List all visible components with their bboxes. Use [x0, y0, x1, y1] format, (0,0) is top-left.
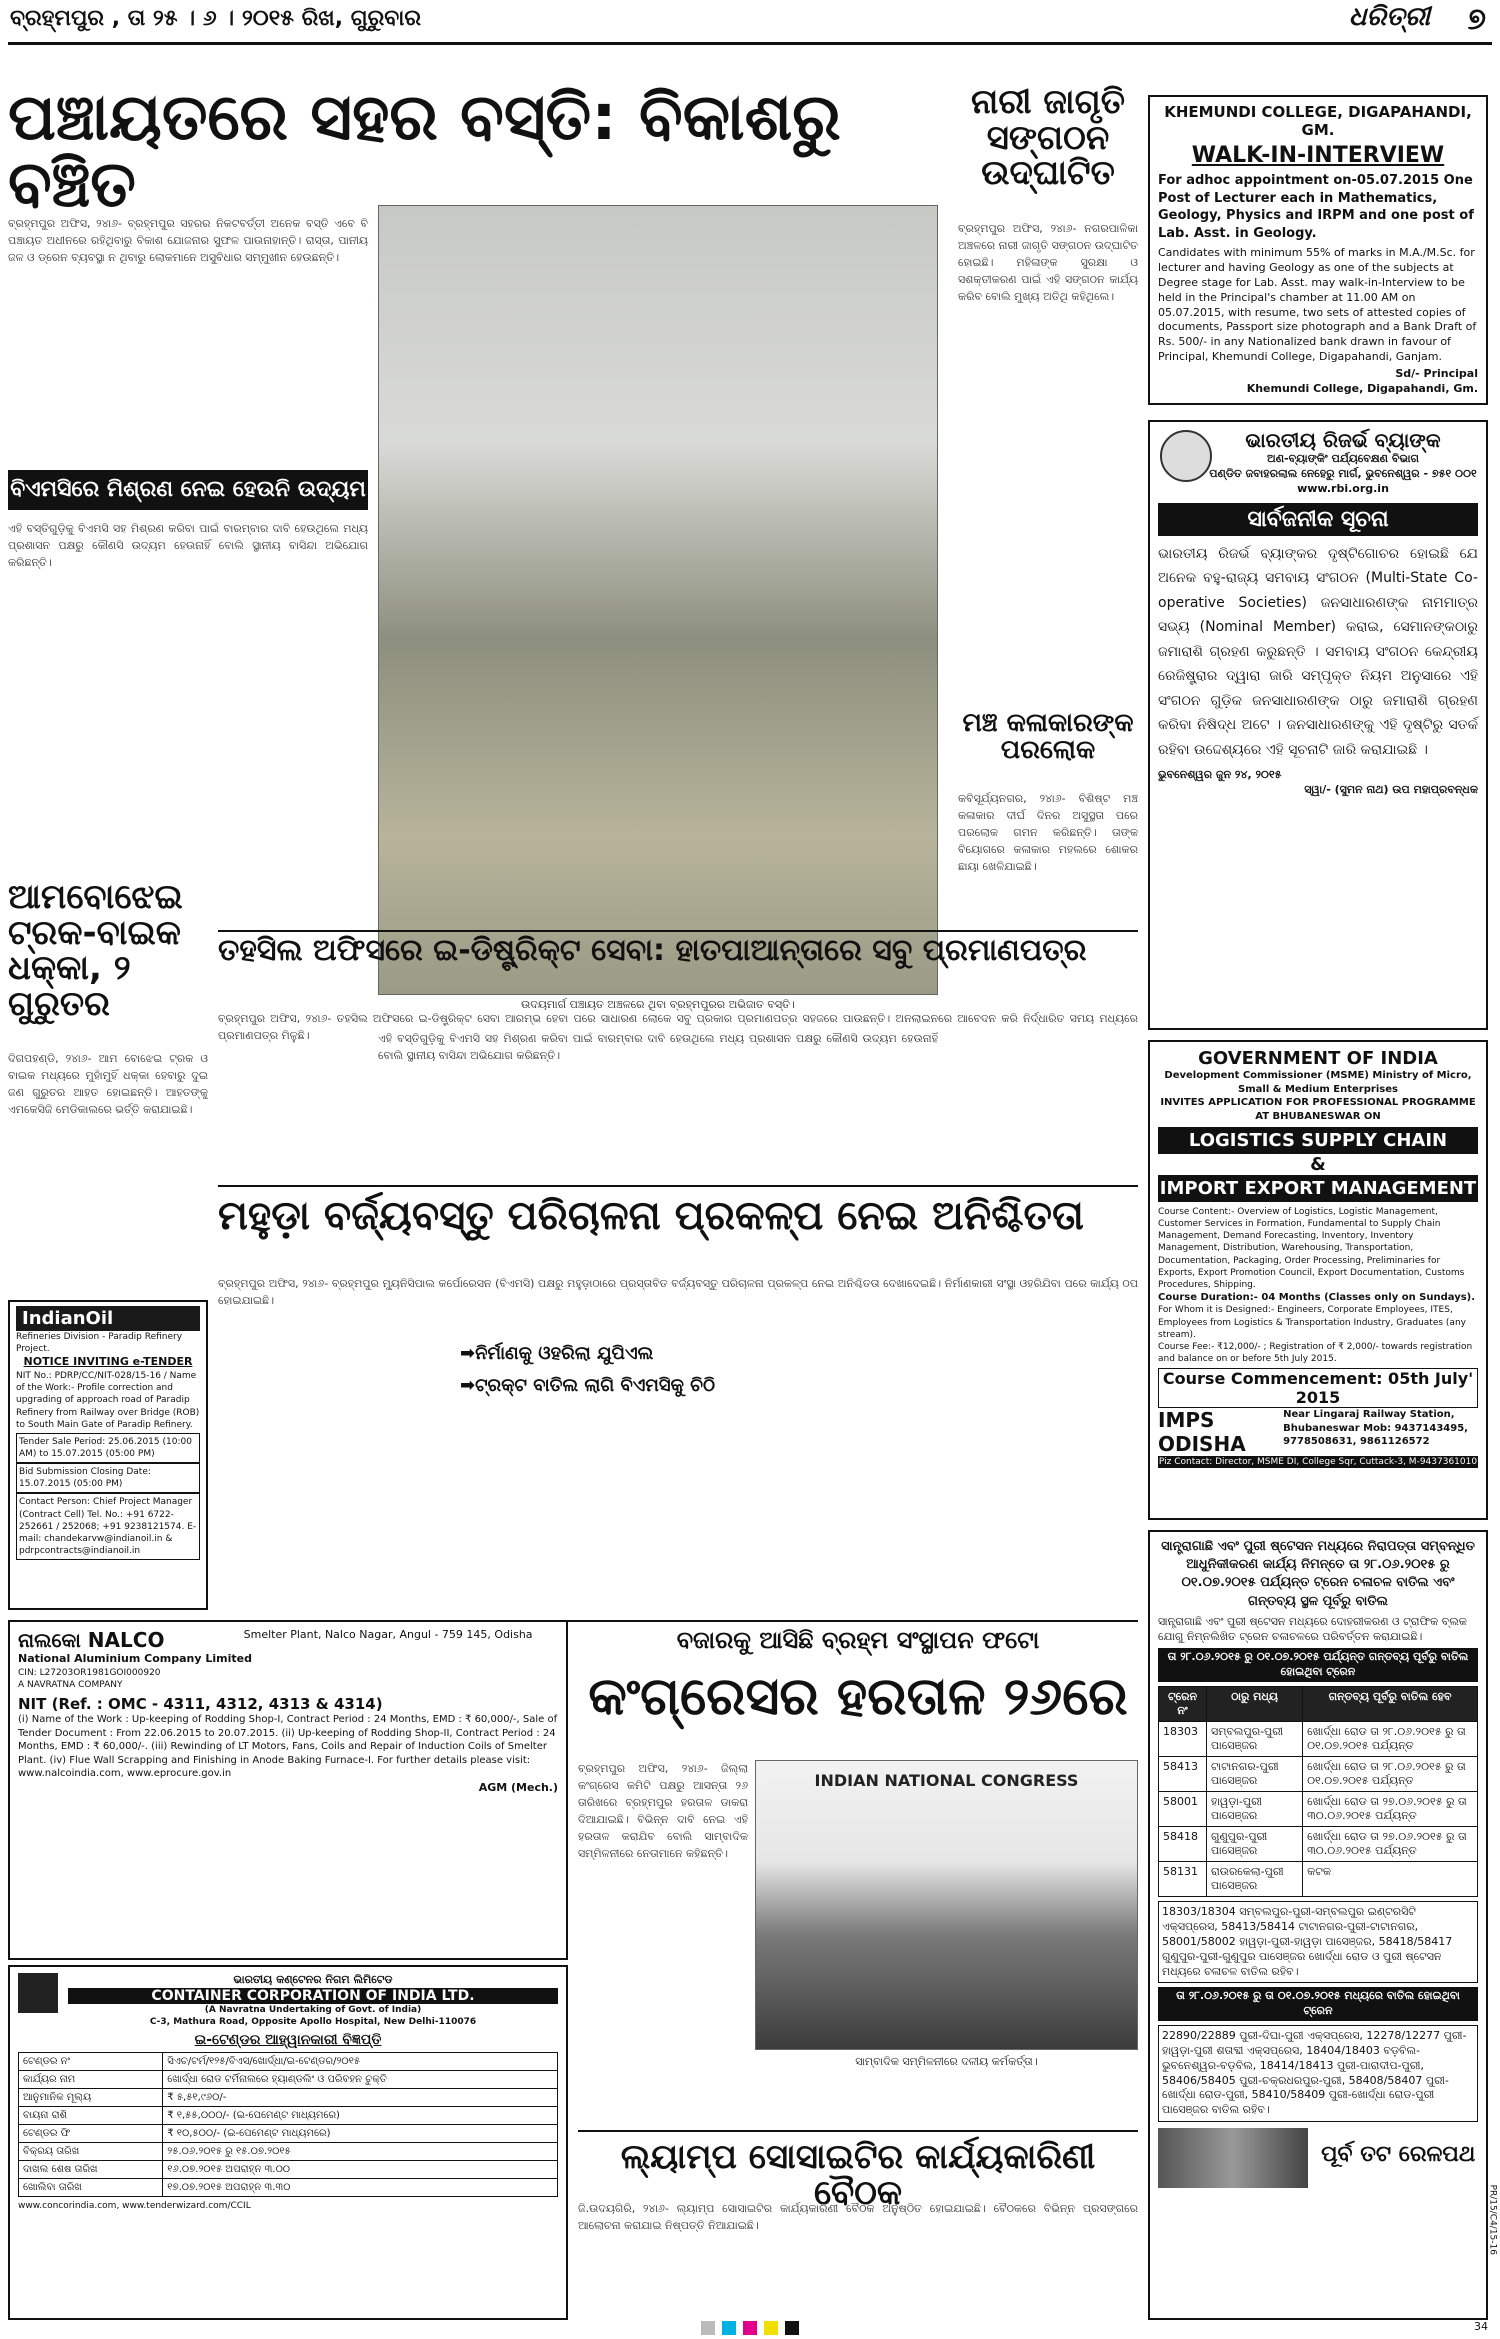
msme-footer: Piz Contact: Director, MSME DI, College Sqr, Cuttack-3, M-9437361010: [1158, 1457, 1478, 1468]
khemundi-title: WALK-IN-INTERVIEW: [1191, 143, 1445, 168]
lamp-top-rule: [578, 2130, 1138, 2132]
indianoil-division: Refineries Division - Paradip Refinery Project.: [16, 1332, 183, 1355]
nalco-navratna: A NAVRATNA COMPANY: [18, 1679, 123, 1690]
concor-sub: (A Navratna Undertaking of Govt. of India): [204, 2004, 422, 2015]
indianoil-closing: Bid Submission Closing Date: 15.07.2015 (05:00 PM): [16, 1463, 200, 1493]
nalco-body: (i) Name of the Work : Up-keeping of Rodding Shop-I, Contract Period : 24 Months, EMD : ₹ 60,000/-, Sale of Tender Document : From 22.06.2015 to 20.07.2015. (ii) Up-keeping of Rodding Shop-II, Contract Period : 24 Months, EMD : ₹ 60,000/-. (iii) Rewinding of LT Motors, Fans, Coils and Repair of Induction Coils of Smelter Plant. (iv) Flue Wall Scrapping and Finishing in Anode Baking Furnace-I. For further details please visit: www.nalcoindia.com, www.eprocure.gov.in: [18, 1714, 558, 1780]
waste-callout-1: ➡ନିର୍ମାଣକୁ ଓହରିଲା ଯୁପିଏଲ: [450, 1340, 830, 1368]
dateline: ବ୍ରହ୍ମପୁର , ତା ୨୫ । ୬ । ୨୦୧୫ ରିଖ, ଗୁରୁବାର: [10, 6, 422, 31]
concor-table: [18, 2052, 558, 2197]
rbi-notice-title: ସାର୍ବଜନୀକ ସୂଚନା: [1158, 503, 1478, 536]
concor-address: C-3, Mathura Road, Opposite Apollo Hospital, New Delhi-110076: [149, 2016, 477, 2027]
msme-duration: Course Duration:- 04 Months (Classes only on Sundays).: [1158, 1291, 1476, 1303]
obit-headline: ମଞ୍ଚ କଳାକାରଙ୍କ ପରଲୋକ: [962, 708, 1134, 766]
registration-mark: [722, 2321, 736, 2335]
truck-headline: ଆମବୋଝେଇ ଟ୍ରକ-ବାଇକ ଧକ୍କା, ୨ ଗୁରୁତର: [8, 877, 183, 1025]
rbi-place-date: ଭୁବନେଶ୍ୱର ଜୁନ ୨୪, ୨୦୧୫: [1158, 768, 1282, 782]
registration-mark: [785, 2321, 799, 2335]
table-cell: ଖୋଲିବା ତାରିଖ: [19, 2179, 163, 2197]
concor-title: ଇ-ଟେଣ୍ଡର ଆହ୍ୱାନକାରୀ ବିଜ୍ଞପ୍ତି: [194, 2032, 382, 2049]
table-row: [19, 2143, 558, 2161]
table-row: [1159, 1827, 1478, 1862]
table-cell: ₹ ୧୦,୫୦୦/- (ଇ-ପେମେଣ୍ଟ ମାଧ୍ୟମରେ): [163, 2125, 558, 2143]
table-row: [19, 2125, 558, 2143]
table-cell: କଟକ: [1303, 1862, 1478, 1897]
rail-section-1: ତା ୨୮.୦୬.୨୦୧୫ ରୁ ୦୧.୦୭.୨୦୧୫ ପର୍ଯ୍ୟନ୍ତ ଗନ୍ତବ୍ୟ ପୂର୍ବରୁ ବାତିଲ ହୋଇଥିବା ଟ୍ରେନ: [1158, 1648, 1478, 1682]
msme-imps: IMPS ODISHA: [1158, 1408, 1246, 1457]
nalco-sign: AGM (Mech.): [478, 1780, 558, 1794]
table-cell: 58413: [1159, 1757, 1207, 1792]
print-registration-marks: [0, 2320, 1500, 2335]
table-row: [19, 2053, 558, 2071]
table-cell: ୧୬.୦୭.୨୦୧୫ ଅପରାହ୍ନ ୩.୦୦: [163, 2161, 558, 2179]
table-cell: ଖୋର୍ଦ୍ଧା ରୋଡ ତା ୨୮.୦୬.୨୦୧୫ ରୁ ତା ୦୧.୦୭.୨୦୧୫ ପର୍ଯ୍ୟନ୍ତ: [1303, 1722, 1478, 1757]
khemundi-body: Candidates with minimum 55% of marks in M.A./M.Sc. for lecturer and having Geology as one of the subjects at Degree stage for Lab. Asst. may walk-in-Interview to be held in the Principal's chamber at 11.00 AM on 05.07.2015, with resume, two sets of attested copies of documents, Passport size photograph and a Bank Draft of Rs. 500/- in any Nationalized bank drawn in favour of Principal, Khemundi College, Digapahandi, Ganjam.: [1158, 246, 1477, 364]
nalco-nit: NIT (Ref. : OMC - 4311, 4312, 4313 & 4314): [18, 1695, 383, 1714]
nalco-company: National Aluminium Company Limited: [18, 1652, 252, 1665]
msme-for-whom: For Whom it is Designed:- Engineers, Corporate Employees, ITES, Employees from Logistics & Transportation Industry, Graduates (any stream).: [1158, 1305, 1466, 1340]
khemundi-college-name: KHEMUNDI COLLEGE, DIGAPAHANDI, GM.: [1164, 103, 1472, 139]
concor-org-odia: ଭାରତୀୟ କଣ୍ଟେନର ନିଗମ ଲିମିଟେଡ: [233, 1973, 393, 1986]
rbi-seal-icon: [1160, 430, 1212, 482]
waste-top-rule: [218, 1185, 1138, 1187]
congress-photo-caption: ସାମ୍ବାଦିକ ସମ୍ମିଳନୀରେ ଦଳୀୟ କର୍ମକର୍ତ୍ତା।: [855, 2055, 1038, 2068]
waste-callout-2: ➡ଟ୍ରକ୍ଟ ବାତିଲ ଲାଗି ବିଏମସିକୁ ଚିଠି: [450, 1372, 830, 1400]
msme-details: Course Content:- Overview of Logistics, Logistic Management, Customer Services in Formation, Fundamental to Supply Chain Management, Demand Forecasting, Inventory, Inventory Management, Distribution, Warehousing, Transportation, Documentation, Packaging, Order Processing, Preliminaries for Exports, Export Promotion Council, Export Documentation, Customs Procedures, Shipping.: [1158, 1207, 1465, 1290]
sheet-number: 34: [1474, 2320, 1488, 2333]
rail-heading-2: ତା ୨୮.୦୬.୨୦୧୫ ରୁ ତା ୦୧.୦୭.୨୦୧୫ ମଧ୍ୟରେ ବାତିଲ ହୋଇଥିବା ଟ୍ରେନ: [1158, 1987, 1478, 2021]
table-cell: ଆନୁମାନିକ ମୂଲ୍ୟ: [19, 2089, 163, 2107]
lamp-headline: ଲ୍ୟାମ୍ପ ସୋସାଇଟିର କାର୍ଯ୍ୟକାରିଣୀ ବୈଠକ: [620, 2137, 1096, 2213]
rail-col-route: ଠାରୁ ମଧ୍ୟ: [1207, 1687, 1303, 1722]
table-cell: ଦାଖଲ ଶେଷ ତାରିଖ: [19, 2161, 163, 2179]
table-cell: ₹ ୫,୫୧,୯୬୦/-: [163, 2089, 558, 2107]
congress-headline: କଂଗ୍ରେସର ହରତାଳ ୨୬ରେ: [588, 1667, 1128, 1727]
table-row: [19, 2161, 558, 2179]
lead-body-2: ଏହି ବସ୍ତିଗୁଡ଼ିକୁ ବିଏମସି ସହ ମିଶ୍ରଣ କରିବା ପାଇଁ ବାରମ୍ବାର ଦାବି ହେଉଥିଲେ ମଧ୍ୟ ପ୍ରଶାସନ ପକ୍ଷରୁ କୌଣସି ଉଦ୍ୟମ ହେଉନାହିଁ ବୋଲି ସ୍ଥାନୀୟ ବାସିନ୍ଦା ଅଭିଯୋଗ କରିଛନ୍ତି।: [8, 522, 368, 570]
rbi-dept: ଅଣ-ବ୍ୟାଙ୍କିଂ ପର୍ଯ୍ୟବେକ୍ଷଣ ବିଭାଗ: [1267, 452, 1419, 465]
lead-photo-caption: ଉଦୟମାର୍ଗ ପଞ୍ଚାୟତ ଅଞ୍ଚଳରେ ଥିବା ବ୍ରହ୍ମପୁରର ଅଭିଜାତ ବସ୍ତି।: [521, 998, 795, 1011]
msme-commence: Course Commencement: 05th July' 2015: [1158, 1368, 1478, 1408]
table-cell: 58001: [1159, 1792, 1207, 1827]
rbi-ad: [1148, 420, 1488, 1030]
table-cell: ସିଏଚ/ଟର୍ମ/୧୨୫/ବିଏସ/ଖୋର୍ଦ୍ଧା/ଇ-ଟେଣ୍ଡର/୨୦୧୫: [163, 2053, 558, 2071]
khemundi-lead: For adhoc appointment on-05.07.2015 One Post of Lecturer each in Mathematics, Geology, Physics and IRPM and one post of Lab. Asst. in Geology.: [1158, 173, 1474, 241]
khemundi-sign-2: Khemundi College, Digapahandi, Gm.: [1246, 381, 1478, 395]
obit-body: କବିସୂର୍ଯ୍ୟନଗର, ୨୪ା୬- ବିଶିଷ୍ଟ ମଞ୍ଚ କଳାକାର ଦୀର୍ଘ ଦିନର ଅସୁସ୍ଥତା ପରେ ପରଲୋକ ଗମନ କରିଛନ୍ତି। ତାଙ୍କ ବିୟୋଗରେ କଳାକାର ମହଲରେ ଶୋକର ଛାୟା ଖେଳିଯାଇଛି।: [958, 792, 1138, 874]
train-photo: [1158, 2128, 1308, 2188]
congress-kicker: ବଜାରକୁ ଆସିଛି ବ୍ରହ୍ମ ସଂସ୍ଥାପନ ଫଟୋ: [676, 1626, 1040, 1654]
table-cell: କାର୍ଯ୍ୟର ନାମ: [19, 2071, 163, 2089]
registration-mark: [764, 2321, 778, 2335]
nalco-address: Smelter Plant, Nalco Nagar, Angul - 759 145, Odisha: [243, 1628, 533, 1641]
concor-org: CONTAINER CORPORATION OF INDIA LTD.: [68, 1988, 558, 2004]
tahasil-body: ବ୍ରହ୍ମପୁର ଅଫିସ, ୨୪ା୬- ତହସିଲ ଅଫିସରେ ଇ-ଡିଷ୍ଟ୍ରିକ୍ଟ ସେବା ଆରମ୍ଭ ହେବା ପରେ ସାଧାରଣ ଲୋକେ ସବୁ ପ୍ରକାର ପ୍ରମାଣପତ୍ର ସହଜରେ ପାଉଛନ୍ତି। ଅନଲାଇନରେ ଆବେଦନ କରି ନିର୍ଦ୍ଧାରିତ ସମୟ ମଧ୍ୟରେ ପ୍ରମାଣପତ୍ର ମିଳୁଛି।: [218, 1012, 1138, 1043]
table-row: [19, 2107, 558, 2125]
table-cell: ରାଉରକେଲା-ପୁରୀ ପାସେଞ୍ଜର: [1207, 1862, 1303, 1897]
table-cell: ଟେଣ୍ଡର ନଂ: [19, 2053, 163, 2071]
rbi-sign: ସ୍ୱା/- (ସୁମନ ନାଥ) ଉପ ମହାପ୍ରବନ୍ଧକ: [1304, 782, 1478, 796]
table-row: [19, 2179, 558, 2197]
concor-ad: [8, 1965, 568, 2320]
table-cell: ବିକ୍ରୟ ତାରିଖ: [19, 2143, 163, 2161]
msme-contact: Near Lingaraj Railway Station, Bhubaneswar Mob: 9437143495, 9778508631, 9861126572: [1283, 1409, 1468, 1448]
lead-subhead: ବିଏମସିରେ ମିଶ୍ରଣ ନେଇ ହେଉନି ଉଦ୍ୟମ: [8, 470, 368, 510]
lead-body-3: ଏହି ବସ୍ତିଗୁଡ଼ିକୁ ବିଏମସି ସହ ମିଶ୍ରଣ କରିବା ପାଇଁ ବାରମ୍ବାର ଦାବି ହେଉଥିଲେ ମଧ୍ୟ ପ୍ରଶାସନ ପକ୍ଷରୁ କୌଣସି ଉଦ୍ୟମ ହେଉନାହିଁ ବୋଲି ସ୍ଥାନୀୟ ବାସିନ୍ଦା ଅଭିଯୋଗ କରିଛନ୍ତି।: [378, 1032, 938, 1063]
table-row: [1159, 1792, 1478, 1827]
table-cell: 18303: [1159, 1722, 1207, 1757]
khemundi-sign-1: Sd/- Principal: [1395, 366, 1478, 380]
congress-photo: [755, 1760, 1138, 2050]
congress-body: ବ୍ରହ୍ମପୁର ଅଫିସ, ୨୪ା୬- ଜିଲ୍ଲା କଂଗ୍ରେସ କମିଟି ପକ୍ଷରୁ ଆସନ୍ତା ୨୬ ତାରିଖରେ ବ୍ରହ୍ମପୁର ହରତାଳ ଡାକରା ଦିଆଯାଇଛି। ବିଭିନ୍ନ ଦାବି ନେଇ ଏହି ହରତାଳ କରାଯିବ ବୋଲି ସାମ୍ବାଦିକ ସମ୍ମିଳନୀରେ ନେତାମାନେ କହିଛନ୍ତି।: [578, 1762, 748, 1861]
rail-section-2: 18303/18304 ସମ୍ବଲପୁର-ପୁରୀ-ସମ୍ବଲପୁର ଇଣ୍ଟରସିଟି ଏକ୍ସପ୍ରେସ, 58413/58414 ଟାଟାନଗର-ପୁରୀ-ଟାଟାନଗର, 58001/58002 ହାୱଡ଼ା-ପୁରୀ-ହାୱଡ଼ା ପାସେଞ୍ଜର, 58418/58417 ଗୁଣୁପୁର-ପୁରୀ-ଗୁଣୁପୁର ପାସେଞ୍ଜର ଖୋର୍ଦ୍ଧା ରୋଡ ଓ ପୁରୀ ଷ୍ଟେସନ ମଧ୍ୟରେ ଚଳାଚଳ ବାତିଲ ରହିବ।: [1158, 1901, 1478, 1983]
table-cell: ଟାଟାନଗର-ପୁରୀ ପାସେଞ୍ଜର: [1207, 1757, 1303, 1792]
table-row: [19, 2089, 558, 2107]
table-row: [1159, 1862, 1478, 1897]
page-code: PR/15/C4/15-16: [1487, 2184, 1497, 2255]
waste-headline: ମହୁଡ଼ା ବର୍ଜ୍ୟବସ୍ତୁ ପରିଚାଳନା ପ୍ରକଳ୍ପ ନେଇ ଅନିଶ୍ଚିତତା: [218, 1193, 1084, 1239]
table-row: [1159, 1757, 1478, 1792]
indianoil-contact: Contact Person: Chief Project Manager (Contract Cell) Tel. No.: +91 6722-252661 / 252068; +91 9238121574. E-mail: chandekarvw@indianoil.in & pdrpcontracts@indianoil.in: [16, 1493, 200, 1560]
lead-headline: ପଞ୍ଚାୟତରେ ସହର ବସ୍ତି: ବିକାଶରୁ ବଞ୍ଚିତ: [8, 81, 841, 223]
rail-intro: ସାନ୍ତ୍ରାଗାଛି ଏବଂ ପୁରୀ ଷ୍ଟେସନ ମଧ୍ୟରେ ଦୋହରୀକରଣ ଓ ଟ୍ରାଫିକ ବ୍ଲକ ଯୋଗୁ ନିମ୍ନଲିଖିତ ଟ୍ରେନ ଚଳାଚଳରେ ପରିବର୍ତ୍ତନ କରାଯାଇଛି।: [1158, 1614, 1467, 1643]
rbi-url[interactable]: www.rbi.org.in: [1297, 481, 1389, 495]
rail-table-header: [1159, 1687, 1478, 1722]
indianoil-sale: Tender Sale Period: 25.06.2015 (10:00 AM) to 15.07.2015 (05:00 PM): [16, 1433, 200, 1463]
table-cell: ଖୋର୍ଦ୍ଧା ରୋଡ ତା ୨୭.୦୬.୨୦୧୫ ରୁ ତା ୩୦.୦୬.୨୦୧୫ ପର୍ଯ୍ୟନ୍ତ: [1303, 1827, 1478, 1862]
page-number: ୭: [1467, 2, 1486, 37]
truck-body: ଦିଗପହଣ୍ଡି, ୨୪ା୬- ଆମ ବୋଝେଇ ଟ୍ରକ ଓ ବାଇକ ମଧ୍ୟରେ ମୁହାଁମୁହିଁ ଧକ୍କା ହେବାରୁ ଦୁଇ ଜଣ ଗୁରୁତର ଆହତ ହୋଇଛନ୍ତି। ଆହତଙ୍କୁ ଏମକେସିଜି ମେଡିକାଲରେ ଭର୍ତ୍ତି କରାଯାଇଛି।: [8, 1052, 208, 1117]
rbi-body: ଭାରତୀୟ ରିଜର୍ଭ ବ୍ୟାଙ୍କର ଦୃଷ୍ଟିଗୋଚର ହୋଇଛି ଯେ ଅନେକ ବହୁ-ରାଜ୍ୟ ସମବାୟ ସଂଗଠନ (Multi-State Co-operative Societies) ଜନସାଧାରଣଙ୍କ ନାମମାତ୍ର ସଭ୍ୟ (Nominal Member) କରାଇ, ସେମାନଙ୍କଠାରୁ ଜମାରାଶି ଗ୍ରହଣ କରୁଛନ୍ତି । ସମବାୟ ସଂଗଠନ କେନ୍ଦ୍ରୀୟ ରେଜିଷ୍ଟ୍ରାର ଦ୍ୱାରା ଜାରି ସମ୍ପୃକ୍ତ ନିୟମ ଅନୁସାରେ ଏହି ସଂଗଠନ ଗୁଡ଼ିକ ଜନସାଧାରଣଙ୍କ ଠାରୁ ଜମାରାଶି ଗ୍ରହଣ କରିବା ନିଷିଦ୍ଧ ଅଟେ । ଜନସାଧାରଣଙ୍କୁ ଏହି ଦୃଷ୍ଟିରୁ ସତର୍କ ରହିବା ଉଦ୍ଦେଶ୍ୟରେ ଏହି ସୂଚନାଟି ଜାରି କରାଯାଇଛି ।: [1158, 545, 1478, 758]
table-cell: ସମ୍ବଲପୁର-ପୁରୀ ପାସେଞ୍ଜର: [1207, 1722, 1303, 1757]
registration-mark: [743, 2321, 757, 2335]
lead-photo: [378, 205, 938, 995]
rbi-title: ଭାରତୀୟ ରିଜର୍ଭ ବ୍ୟାଙ୍କ: [1245, 428, 1441, 452]
waste-body: ବ୍ରହ୍ମପୁର ଅଫିସ, ୨୪ା୬- ବ୍ରହ୍ମପୁର ମ୍ୟୁନିସିପାଲ କର୍ପୋରେସନ (ବିଏମସି) ପକ୍ଷରୁ ମହୁଡ଼ାଠାରେ ପ୍ରସ୍ତାବିତ ବର୍ଜ୍ୟବସ୍ତୁ ପରିଚାଳନା ପ୍ରକଳ୍ପ ନେଇ ଅନିଶ୍ଚିତତା ଦେଖାଦେଇଛି। ନିର୍ମାଣକାରୀ ସଂସ୍ଥା ଓହରିଯିବା ପରେ କାର୍ଯ୍ୟ ଠପ ହୋଇଯାଇଛି।: [218, 1277, 1138, 1308]
msme-amp: &: [1310, 1154, 1326, 1175]
concor-logo-icon: [18, 1973, 58, 2013]
msme-course-1: LOGISTICS SUPPLY CHAIN: [1158, 1127, 1478, 1154]
table-cell: 58131: [1159, 1862, 1207, 1897]
indianoil-ad: [8, 1300, 208, 1610]
table-cell: ଖୋର୍ଦ୍ଧା ରୋଡ ତା ୨୮.୦୬.୨୦୧୫ ରୁ ତା ୦୧.୦୭.୨୦୧୫ ପର୍ଯ୍ୟନ୍ତ: [1303, 1757, 1478, 1792]
msme-fee: Course Fee:- ₹12,000/- ; Registration of ₹ 2,000/- towards registration and balance on or before 5th July 2015.: [1158, 1341, 1473, 1365]
rail-table: [1158, 1686, 1478, 1897]
indianoil-title: NOTICE INVITING e-TENDER: [23, 1355, 193, 1369]
table-cell: ହାୱଡ଼ା-ପୁରୀ ପାସେଞ୍ଜର: [1207, 1792, 1303, 1827]
registration-mark: [701, 2321, 715, 2335]
nari-body: ବ୍ରହ୍ମପୁର ଅଫିସ, ୨୪ା୬- ନଗରପାଳିକା ଅଞ୍ଚଳରେ ନାରୀ ଜାଗୃତି ସଙ୍ଗଠନ ଉଦ୍‌ଘାଟିତ ହୋଇଛି। ମହିଳାଙ୍କ ସୁରକ୍ଷା ଓ ସଶକ୍ତୀକରଣ ପାଇଁ ଏହି ସଙ୍ଗଠନ କାର୍ଯ୍ୟ କରିବ ବୋଲି ମୁଖ୍ୟ ଅତିଥି କହିଥିଲେ।: [958, 222, 1138, 304]
table-cell: ଖୋର୍ଦ୍ଧା ରୋଡ ଟର୍ମିନାଲରେ ହ୍ୟାଣ୍ଡଲିଂ ଓ ପରିବହନ ଚୁକ୍ତି: [163, 2071, 558, 2089]
indianoil-brand: IndianOil: [16, 1306, 200, 1331]
msme-course-2: IMPORT EXPORT MANAGEMENT: [1158, 1175, 1478, 1202]
tahasil-top-rule: [218, 930, 1138, 932]
msme-sub: Development Commissioner (MSME) Ministry of Micro, Small & Medium Enterprises: [1164, 1070, 1472, 1095]
rail-ad: [1148, 1530, 1488, 2320]
table-cell: ୧୭.୦୭.୨୦୧୫ ଅପରାହ୍ନ ୩.୩୦: [163, 2179, 558, 2197]
congress-top-rule: [218, 1620, 1138, 1622]
rail-col-status: ଗନ୍ତବ୍ୟ ପୂର୍ବରୁ ବାତିଲ ହେବ: [1303, 1687, 1478, 1722]
header-rule: [8, 42, 1492, 45]
table-cell: 58418: [1159, 1827, 1207, 1862]
nalco-brand: ନାଲକୋ NALCO: [18, 1628, 165, 1652]
table-row: [19, 2071, 558, 2089]
rail-section-3: 22890/22889 ପୁରୀ-ଦିଘା-ପୁରୀ ଏକ୍ସପ୍ରେସ, 12278/12277 ପୁରୀ-ହାୱଡ଼ା-ପୁରୀ ଶତାବ୍ଦୀ ଏକ୍ସପ୍ରେସ, 18404/18403 ବଡ଼ବିଲ-ଭୁବନେଶ୍ୱର-ବଡ଼ବିଲ, 18414/18413 ପୁରୀ-ପାରାଦୀପ-ପୁରୀ, 58406/58405 ପୁରୀ-ଚକ୍ରଧରପୁର-ପୁରୀ, 58408/58407 ପୁରୀ-ଖୋର୍ଦ୍ଧା ରୋଡ-ପୁରୀ, 58410/58409 ପୁରୀ-ଖୋର୍ଦ୍ଧା ରୋଡ-ପୁରୀ ପାସେଞ୍ଜର ବାତିଲ ରହିବ।: [1158, 2025, 1478, 2122]
msme-org: GOVERNMENT OF INDIA: [1198, 1048, 1438, 1069]
indianoil-nit: NIT No.: PDRP/CC/NIT-028/15-16 / Name of the Work:- Profile correction and upgrading of approach road of Paradip Refinery from Railway over Bridge (ROB) to South Main Gate of Paradip Refinery.: [16, 1371, 200, 1430]
nalco-cin: CIN: L27203OR1981GOI000920: [18, 1667, 161, 1678]
table-cell: ଟେଣ୍ଡର ଫି: [19, 2125, 163, 2143]
lamp-body: ଜି.ଉଦୟଗିରି, ୨୪ା୬- ଲ୍ୟାମ୍ପ ସୋସାଇଟିର କାର୍ଯ୍ୟକାରିଣୀ ବୈଠକ ଅନୁଷ୍ଠିତ ହୋଇଯାଇଛି। ବୈଠକରେ ବିଭିନ୍ନ ପ୍ରସଙ୍ଗରେ ଆଲୋଚନା କରାଯାଇ ନିଷ୍ପତ୍ତି ନିଆଯାଇଛି।: [578, 2202, 1138, 2233]
lead-body-1: ବ୍ରହ୍ମପୁର ଅଫିସ, ୨୪ା୬- ବ୍ରହ୍ମପୁର ସହରର ନିକଟବର୍ତ୍ତୀ ଅନେକ ବସ୍ତି ଏବେ ବି ପଞ୍ଚାୟତ ଅଧୀନରେ ରହିଥିବାରୁ ବିକାଶ ଯୋଜନାର ସୁଫଳ ପାଉନାହାନ୍ତି। ରାସ୍ତା, ପାନୀୟ ଜଳ ଓ ଡ୍ରେନ ବ୍ୟବସ୍ଥା ନ ଥିବାରୁ ଲୋକମାନେ ଅସୁବିଧାର ସମ୍ମୁଖୀନ ହେଉଛନ୍ତି।: [8, 217, 368, 265]
table-row: [1159, 1722, 1478, 1757]
khemundi-ad: [1148, 95, 1488, 405]
nalco-ad: [8, 1620, 568, 1960]
table-cell: ₹ ୧,୫୫,୦୦୦/- (ଇ-ପେମେଣ୍ଟ ମାଧ୍ୟମରେ): [163, 2107, 558, 2125]
nari-headline: ନାରୀ ଜାଗୃତି ସଙ୍ଗଠନ ଉଦ୍‌ଘାଟିତ: [971, 82, 1125, 194]
msme-ad: [1148, 1040, 1488, 1520]
rail-heading-1: ସାନ୍ତ୍ରାଗାଛି ଏବଂ ପୁରୀ ଷ୍ଟେସନ ମଧ୍ୟରେ ନିରାପତ୍ତା ସମ୍ବନ୍ଧିତ ଆଧୁନିକୀକରଣ କାର୍ଯ୍ୟ ନିମନ୍ତେ ତା ୨୮.୦୬.୨୦୧୫ ରୁ ୦୧.୦୭.୨୦୧୫ ପର୍ଯ୍ୟନ୍ତ ଟ୍ରେନ ଚଳାଚଳ ବାତିଲ ଏବଂ ଗନ୍ତବ୍ୟ ସ୍ଥଳ ପୂର୍ବରୁ ବାତିଲ: [1161, 1539, 1475, 1609]
concor-footer[interactable]: www.concorindia.com, www.tenderwizard.com/CCIL: [18, 2201, 251, 2212]
table-cell: ଗୁଣୁପୁର-ପୁରୀ ପାସେଞ୍ଜର: [1207, 1827, 1303, 1862]
table-cell: ୨୫.୦୬.୨୦୧୫ ରୁ ୧୫.୦୭.୨୦୧୫: [163, 2143, 558, 2161]
rail-brand: ପୂର୍ବ ତଟ ରେଳପଥ: [1321, 2142, 1476, 2168]
table-cell: ବାୟନା ରାଶି: [19, 2107, 163, 2125]
congress-banner-text: INDIAN NATIONAL CONGRESS: [814, 1771, 1079, 1790]
tahasil-headline: ତହସିଲ ଅଫିସରେ ଇ-ଡିଷ୍ଟ୍ରିକ୍ଟ ସେବା: ହାତପାଆନ୍ତାରେ ସବୁ ପ୍ରମାଣପତ୍ର: [218, 933, 1087, 968]
masthead-logo: ଧରିତ୍ରୀ: [1348, 2, 1430, 32]
rbi-address: ପଣ୍ଡିତ ଜବାହରଲାଲ ନେହେରୁ ମାର୍ଗ, ଭୁବନେଶ୍ୱର - ୭୫୧ ୦୦୧: [1209, 466, 1477, 480]
table-cell: ଖୋର୍ଦ୍ଧା ରୋଡ ତା ୨୭.୦୬.୨୦୧୫ ରୁ ତା ୩୦.୦୬.୨୦୧୫ ପର୍ଯ୍ୟନ୍ତ: [1303, 1792, 1478, 1827]
rail-col-train: ଟ୍ରେନ ନଂ: [1159, 1687, 1207, 1722]
msme-invite: INVITES APPLICATION FOR PROFESSIONAL PROGRAMME AT BHUBANESWAR ON: [1160, 1097, 1476, 1122]
